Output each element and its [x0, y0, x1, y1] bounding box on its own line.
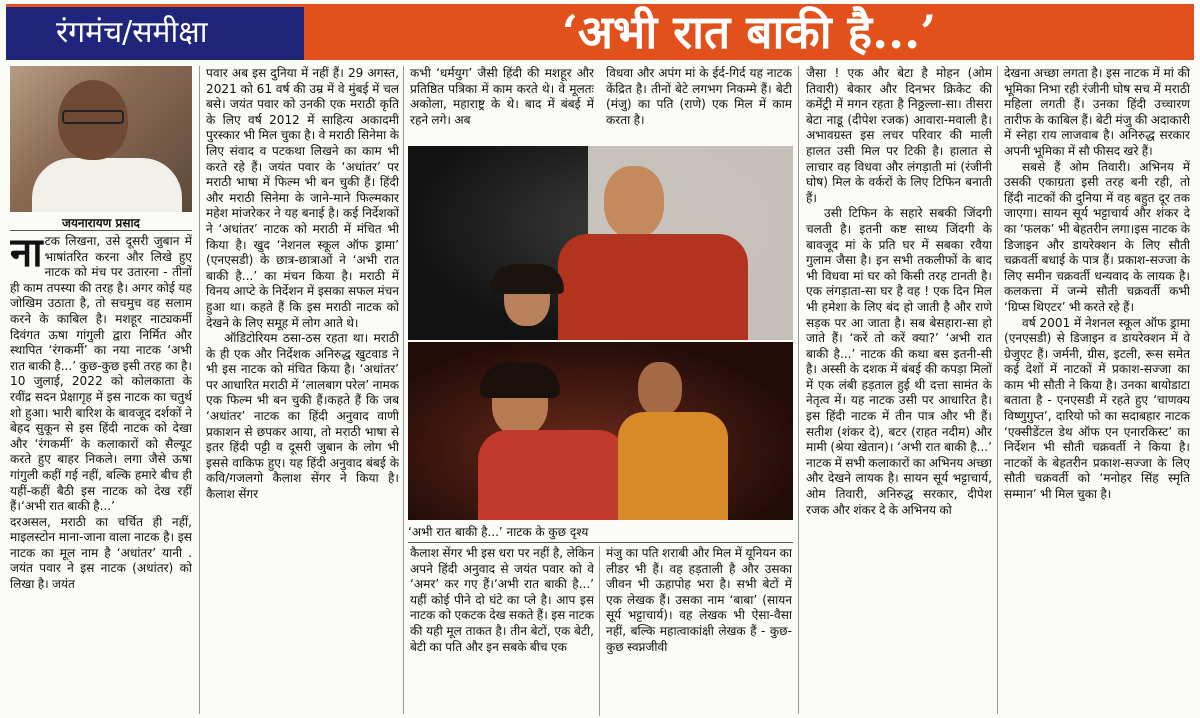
actor-face-1 [604, 166, 664, 238]
column-1-paragraph-1: टक लिखना, उसे दूसरी जुबान में भाषांतरित करना और लिखे हुए नाटक को मंच पर उतारना - तीनों ही काम तपस्या की तरह है। अगर कोई यह जोखिम उठाता है, तो सचमुच वह सलाम करने के काबिल है। मशहूर नाट्यकर्मी दिवंगत ऊषा गांगुली द्वारा निर्मित और स्थापित ‘रंगकर्मी’ का नया नाटक ‘अभी रात बाकी है...’ कुछ-कुछ इसी तरह का है। 10 जुलाई, 2022 को कोलकाता के रवींद्र सदन प्रेक्षागृह में इस नाटक का चतुर्थ शो हुआ। भारी बारिश के बावजूद दर्शकों ने बेहद सुकून से इस हिंदी नाटक को देखा और ‘रंगकर्मी’ के कलाकारों को सैल्यूट करते हुए बाहर निकले। लगा जैसे ऊषा गांगुली कहीं गई नहीं, बल्कि हमारे बीच ही यहीं-कहीं बैठी इस नाटक को देख रहीं हैं।‘अभी रात बाकी है...’ [10, 234, 192, 514]
actor-hair-2 [490, 264, 564, 294]
column-6-paragraph-3: वर्ष 2001 में नेशनल स्कूल ऑफ ड्रामा (एनएसडी) से डिजाइन व डायरेक्शन में वे ग्रेजुएट हैं। जर्मनी, ग्रीस, इटली, रूस समेत कई देशों में नाटकों में प्रकाश-सज्जा का काम भी सौती ने किया है। उनका बायोडाटा बताता है - एनएसडी में रहते हुए ‘चाणक्य विष्णुगुप्त’, दारियो फो का सदाबहार नाटक ‘एक्सीडेंटल डेथ ऑफ एन एनारकिस्ट’ का निर्देशन भी सौती चक्रवर्ती ने किया है। नाटकों के बेहतरीन प्रकाश-सज्जा के लिए सौती चक्रवर्ती को ‘मनोहर सिंह स्मृति सम्मान’ भी मिल चुका है। [1004, 315, 1190, 502]
section-label: रंगमंच/समीक्षा [56, 15, 208, 50]
headline-bar [304, 4, 1194, 60]
article-column-4-bottom [606, 546, 792, 716]
author-photo [10, 66, 192, 212]
column-divider [997, 66, 998, 714]
author-name: जयनारायण प्रसाद [10, 214, 192, 231]
column-4-bottom-text: मंजु का पति शराबी और मिल में यूनियन का लीडर भी हैं। वह हड़ताली है और उसका जीवन भी ऊहापोह भरा है। सभी बेटों में एक लेखक हैं। उसका नाम ‘बाबा’ (सायन सूर्य भट्टाचार्य)। वह लेखक भी ऐसा-वैसा नहीं, बल्कि महात्वाकांक्षी लेखक हैं - कुछ-कुछ स्वप्नजीवी [606, 546, 792, 654]
column-4-top-text: विधवा और अपंग मां के ईर्द-गिर्द यह नाटक केंद्रित है। तीनों बेटे लगभग निकम्मे हैं। बेटी (मंजु) का पति (राणे) एक मिल में काम करता है। [606, 66, 792, 127]
column-5-paragraph-2: उसी टिफिन के सहारे सबकी जिंदगी चलती है। इतनी कष्ट साध्य जिंदगी के बावजूद मां के प्रति घर में सबका रवैया गुलाम जैसा है। इन सभी तकलीफों के बाद भी विधवा मां घर को किसी तरह टानती है। एक लंगड़ाता-सा घर है वह ! एक दिन मिल भी हमेशा के लिए बंद हो जाती है और राणे सड़क पर आ जाता है। सब बेसहारा-सा हो जाते हैं। ‘करें तो करें क्या?’ ‘अभी रात बाकी है...’ नाटक की कथा बस इतनी-सी है। अस्सी के दशक में बंबई की कपड़ा मिलों में एक लंबी हड़ताल हुई थी दत्ता सामंत के नेतृत्व में। यह नाटक उसी पर आधारित है।इस हिंदी नाटक में तीन पात्र और भी हैं। सतीश (शंकर दे), बटर (राहत नदीम) और मामी (श्रेया खेतान)। ‘अभी रात बाकी है...’ नाटक में सभी कलाकारों का अभिनय अच्छा और देखने लायक है। सायन सूर्य भट्टाचार्य, ओम तिवारी, अनिरुद्ध सरकार, दीपेश रजक और शंकर दे के अभिनय को [806, 206, 992, 517]
article-column-4-top [606, 66, 792, 144]
column-5-paragraph-1: जैसा ! एक और बेटा है मोहन (ओम तिवारी) बेकार और दिनभर क्रिकेट की कमेंट्री में मगन रहता है निठ्ठल्ला-सा। तीसरा बेटा नाडू (दीपेश रजक) आवारा-मवाली है।अभावग्रस्त इस लचर परिवार की माली हालत उसी मिल पर टिकी है। हालात से लाचार वह विधवा और लंगड़ाती मां (रंजीनी घोष) मिल के वर्करों के लिए टिफिन बनाती हैं। [806, 66, 992, 205]
column-6-paragraph-2: सबसे हैं ओम तिवारी। अभिनय में उसकी एकाग्रता इसी तरह बनी रही, तो हिंदी नाटकों की दुनिया में वह बहुत दूर तक जाएगा। सायन सूर्य भट्टाचार्य और शंकर दे का ‘फलक’ भी बेहतरीन लगा।इस नाटक के डिजाइन और डायरेक्शन के लिए सौती चक्रवर्ती बधाई के पात्र हैं। प्रकाश-सज्जा के लिए समीन चक्रवर्ती धन्यवाद के लायक है।कलकत्ता में जन्मे सौती चक्रवर्ती कभी ‘ग्रिप्स थिएटर’ भी करते रहे हैं। [1004, 159, 1190, 314]
column-6-paragraph-1: देखना अच्छा लगता है। इस नाटक में मां की भूमिका निभा रही रंजीनी घोष सच में मराठी महिला लगती हैं। उनका हिंदी उच्चारण तारीफ के काबिल हैं। बेटी मंजु की अदाकारी में स्नेहा राय लाजवाब है। अनिरुद्ध सरकार अपनी भूमिका में सौ फीसद खरे हैं। [1004, 66, 1190, 158]
actor-saree-1 [478, 430, 628, 520]
column-1-paragraph-2: दरअसल, मराठी का चर्चित ही नहीं, माइलस्टोन माना-जाना वाला नाटक है। इस नाटक का मूल नाम है ‘अधांतर’ यानी . जयंत पवार ने इस नाटक (अधांतर) को लिखा है। जयंत [10, 514, 192, 592]
column-2-paragraph-1: पवार अब इस दुनिया में नहीं हैं। 29 अगस्त, 2021 को 61 वर्ष की उम्र में वे मुंबई में चल बसे। जयंत पवार को उनकी एक मराठी कृति के लिए वर्ष 2012 में साहित्य अकादमी पुरस्कार भी मिल चुका है। वे मराठी सिनेमा के लिए संवाद व पटकथा लिखने का काम भी करते रहे हैं। जयंत पवार के ‘अधांतर’ पर मराठी भाषा में फिल्म भी बन चुकी हैं। हिंदी और मराठी सिनेमा के जाने-माने फिल्मकार महेश मांजरेकर ने यह बनाई है। कई निर्देशकों ने ‘अधांतर’ नाटक को मराठी में मंचित भी किया है। खुद ‘नेशनल स्कूल ऑफ ड्रामा’ (एनएसडी) के छात्र-छात्राओं ने ‘अभी रात बाकी है...’ का मंचन किया है। मराठी में विनय आप्टे के निर्देशन में इसका सफल मंचन हुआ था। कहते हैं कि इस मराठी नाटक को देखने के लिए समूह में लोग आते थे। [206, 66, 399, 330]
article-column-2 [206, 66, 399, 716]
column-3-bottom-text: कैलाश सेंगर भी इस धरा पर नहीं है, लेकिन अपने हिंदी अनुवाद से जयंत पवार को वे ‘अमर’ कर गए हैं।‘अभी रात बाकी है...’ यहीं कोई पीने दो घंटे का प्ले है। आप इस नाटक को एकटक देख सकते हैं। इस नाटक की यही मूल ताकत है। तीन बेटों, एक बेटी, बेटी का पति और इन सबके बीच एक [410, 546, 594, 654]
column-divider [403, 66, 404, 714]
actor-face-4 [638, 362, 682, 416]
actor-saree-2 [618, 412, 728, 520]
article-column-1 [10, 234, 192, 714]
stage-photo-1 [408, 146, 793, 340]
column-divider [199, 66, 200, 714]
column-divider [599, 546, 600, 716]
section-label-bar [6, 4, 304, 60]
column-divider [798, 66, 799, 714]
actor-hair-3 [480, 362, 560, 398]
headline: ‘अभी रात बाकी है...’ [561, 5, 937, 59]
article-column-3-bottom [410, 546, 594, 716]
author-glasses [62, 110, 124, 124]
article-column-5 [806, 66, 992, 716]
author-shirt [32, 158, 182, 212]
photo-caption: ‘अभी रात बाकी है...’ नाटक के कुछ दृश्य [408, 522, 793, 543]
column-2-paragraph-2: ऑडिटोरियम ठसा-ठस रहता था। मराठी के ही एक और निर्देशक अनिरुद्ध खुटवाड ने भी इस नाटक को मंचित किया है। ‘अधांतर’ पर आधारित मराठी में ‘लालबाग परेल’ नामक एक फिल्म भी बन चुकी हैं।कहते हैं कि जब ‘अधांतर’ नाटक का हिंदी अनुवाद वाणी प्रकाशन से छपकर आया, तो मराठी भाषा से इतर हिंदी पट्टी व दूसरी जुबान के लोग भी इससे वाकिफ हुए। यह हिंदी अनुवाद बंबई के कवि/गजलगो कैलाश सेंगर ने किया है। कैलाश सेंगर [206, 331, 399, 502]
actor-shirt-1 [558, 234, 748, 340]
article-column-3-top [410, 66, 594, 144]
stage-photo-2 [408, 342, 793, 520]
column-3-top-text: कभी ‘धर्मयुग’ जैसी हिंदी की मशहूर और प्रतिष्ठित पत्रिका में काम करते थे। वे मूलतः अकोला, महाराष्ट्र के थे। बाद में बंबई में रहने लगे। अब [410, 66, 594, 127]
drop-cap: ना [10, 234, 43, 276]
article-column-6 [1004, 66, 1190, 716]
